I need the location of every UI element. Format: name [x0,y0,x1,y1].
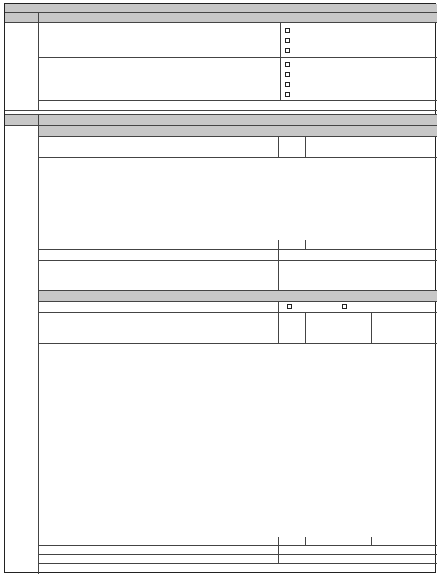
last-reconstruction-row [39,546,437,555]
checkbox[interactable] [285,48,290,53]
s21-q1-label [39,23,281,57]
s21-q2-label [39,58,281,100]
ratio-label [39,261,279,290]
checkbox[interactable] [287,304,292,309]
central-total-label [39,240,279,249]
decentral-total-electric[interactable] [372,537,437,545]
decentral-total-row [39,537,437,546]
central-header [39,126,437,137]
decentral-total-label [39,537,279,545]
checkbox[interactable] [342,304,347,309]
s21-q2-option-djelomicno[interactable] [285,82,294,89]
decentral-total-count[interactable] [279,537,306,545]
inspection-form [4,3,436,573]
s21-header [5,13,437,23]
central-total-row [39,240,437,250]
checkbox[interactable] [285,82,290,87]
checkbox[interactable] [285,28,290,33]
checkbox[interactable] [285,62,290,67]
s22-note-label [39,564,437,574]
decentral-col-electric [372,313,437,343]
s21-q1-option-nepotpuna[interactable] [285,38,294,45]
reconstruction-desc-row [39,555,437,564]
area-label [39,250,279,260]
central-col-power [306,137,437,157]
decentral-no-option[interactable] [342,304,351,311]
central-col-count [279,137,306,157]
section-title [5,4,437,12]
decentral-question [39,302,279,312]
section-header [5,4,437,13]
checkbox[interactable] [285,38,290,43]
last-reconstruction-value[interactable] [279,546,437,554]
decentral-title [39,291,437,301]
s21-number-column [5,23,39,111]
decentral-col-count [279,313,306,343]
s21-number [5,13,39,22]
area-value[interactable] [279,250,437,260]
decentral-yes-option[interactable] [287,304,296,311]
decentral-total-heat[interactable] [306,537,372,545]
reconstruction-desc-value[interactable] [279,555,437,563]
s22-number [5,115,39,125]
s21-note-row[interactable] [39,101,437,111]
s21-q1-option-nema[interactable] [285,28,294,35]
decentral-col-type [39,313,279,343]
s21-q1-row [39,23,437,58]
s22-title [39,115,437,125]
s21-note-label [39,101,437,110]
ratio-row [39,261,437,291]
central-column-heads [39,137,437,158]
s21-q2-option-da[interactable] [285,92,294,99]
s21-q2-option-ne[interactable] [285,72,294,79]
s21-q1-option-potpuna[interactable] [285,48,294,55]
s21-q2-options [281,58,437,100]
s21-q1-options [281,23,437,57]
decentral-question-row [39,302,437,313]
decentral-answer [279,302,437,312]
decentral-col-heat [306,313,372,343]
last-reconstruction-label [39,546,279,554]
checkbox[interactable] [285,92,290,97]
s21-title [39,13,437,22]
central-col-type [39,137,279,157]
decentral-column-heads [39,313,437,344]
area-row [39,250,437,261]
checkbox[interactable] [285,72,290,77]
s22-number-column [5,126,39,574]
central-total-count[interactable] [279,240,306,249]
central-total-power[interactable] [306,240,437,249]
ratio-value[interactable] [279,261,437,290]
central-title [39,126,437,136]
s21-q2-option-nema-projektne[interactable] [285,62,294,69]
s22-note-row[interactable] [39,564,437,574]
s21-q2-row [39,58,437,101]
reconstruction-desc-label [39,555,279,563]
decentral-header [39,291,437,302]
s22-header [5,115,437,126]
